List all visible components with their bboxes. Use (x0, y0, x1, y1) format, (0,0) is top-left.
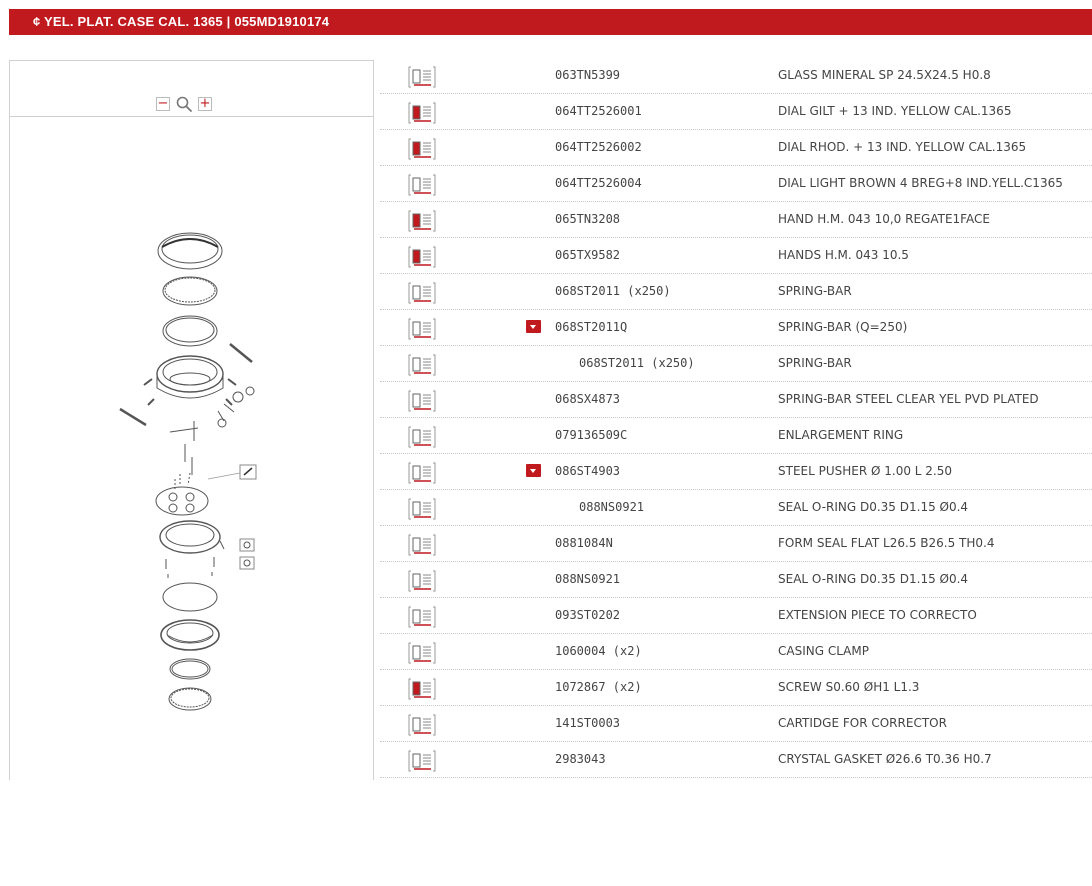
part-code: 1060004 (x2) (555, 644, 642, 658)
part-description: EXTENSION PIECE TO CORRECTO (778, 608, 977, 622)
spring-bar-part (230, 344, 252, 362)
part-description: SCREW S0.60 ØH1 L1.3 (778, 680, 920, 694)
document-icon[interactable] (408, 498, 436, 520)
table-row[interactable] (380, 346, 1092, 382)
part-description: GLASS MINERAL SP 24.5X24.5 H0.8 (778, 68, 991, 82)
part-description: SPRING-BAR STEEL CLEAR YEL PVD PLATED (778, 392, 1039, 406)
part-code: 086ST4903 (555, 464, 621, 478)
parts-list (380, 58, 1092, 778)
part-description: SPRING-BAR (778, 284, 852, 298)
part-code: 064TT2526001 (555, 104, 642, 118)
table-row[interactable] (380, 382, 1092, 418)
document-icon[interactable] (408, 534, 436, 556)
part-description: DIAL GILT + 13 IND. YELLOW CAL.1365 (778, 104, 1012, 118)
table-row[interactable] (380, 526, 1092, 562)
zoom-out-button[interactable]: − (157, 96, 169, 111)
part-code: 141ST0003 (555, 716, 621, 730)
oring-part (170, 659, 210, 679)
table-row[interactable] (380, 274, 1092, 310)
part-code: 088NS0921 (555, 572, 621, 586)
part-description: SEAL O-RING D0.35 D1.15 Ø0.4 (778, 500, 969, 514)
part-code: 068ST2011Q (555, 320, 628, 334)
part-code: 063TN5399 (555, 68, 621, 82)
table-row[interactable] (380, 634, 1092, 670)
table-row[interactable] (380, 238, 1092, 274)
table-row[interactable] (380, 706, 1092, 742)
document-highlighted-icon[interactable] (408, 102, 436, 124)
magnifier-icon[interactable] (175, 95, 193, 113)
part-description: FORM SEAL FLAT L26.5 B26.5 TH0.4 (778, 536, 995, 550)
table-row[interactable] (380, 202, 1092, 238)
document-icon[interactable] (408, 714, 436, 736)
table-row[interactable] (380, 58, 1092, 94)
document-highlighted-icon[interactable] (408, 246, 436, 268)
table-row[interactable] (380, 310, 1092, 346)
part-code: 064TT2526004 (555, 176, 642, 190)
part-description: HAND H.M. 043 10,0 REGATE1FACE (778, 212, 990, 226)
exploded-diagram[interactable] (110, 229, 280, 729)
document-icon[interactable] (408, 570, 436, 592)
part-description: SPRING-BAR (778, 356, 852, 370)
part-description: HANDS H.M. 043 10.5 (778, 248, 909, 262)
part-description: CASING CLAMP (778, 644, 869, 658)
part-description: SEAL O-RING D0.35 D1.15 Ø0.4 (778, 572, 969, 586)
part-description: CRYSTAL GASKET Ø26.6 T0.36 H0.7 (778, 752, 992, 766)
document-icon[interactable] (408, 606, 436, 628)
part-code: 093ST0202 (555, 608, 621, 622)
part-code: 1072867 (x2) (555, 680, 642, 694)
part-description: STEEL PUSHER Ø 1.00 L 2.50 (778, 464, 953, 478)
part-code: 2983043 (555, 752, 606, 766)
table-row[interactable] (380, 454, 1092, 490)
document-icon[interactable] (408, 66, 436, 88)
document-icon[interactable] (408, 354, 436, 376)
crown-part (233, 392, 243, 402)
part-code: 064TT2526002 (555, 140, 642, 154)
document-highlighted-icon[interactable] (408, 678, 436, 700)
document-highlighted-icon[interactable] (408, 138, 436, 160)
table-row[interactable] (380, 598, 1092, 634)
part-code: 088NS0921 (579, 500, 645, 514)
gasket-part (163, 583, 217, 611)
table-row[interactable] (380, 94, 1092, 130)
dial-part (156, 487, 208, 515)
part-description: DIAL LIGHT BROWN 4 BREG+8 IND.YELL.C1365 (778, 176, 1063, 190)
part-code: 065TN3208 (555, 212, 621, 226)
document-icon[interactable] (408, 642, 436, 664)
table-row[interactable] (380, 670, 1092, 706)
caseback-ring-part (160, 521, 220, 553)
document-icon[interactable] (408, 174, 436, 196)
table-row[interactable] (380, 418, 1092, 454)
table-row[interactable] (380, 130, 1092, 166)
expand-toggle-icon[interactable] (526, 464, 541, 477)
exploded-view-panel (9, 60, 374, 780)
table-row[interactable] (380, 490, 1092, 526)
table-row[interactable] (380, 562, 1092, 598)
expand-toggle-icon[interactable] (526, 320, 541, 333)
document-icon[interactable] (408, 426, 436, 448)
page-title: ¢ YEL. PLAT. CASE CAL. 1365 | 055MD1910174 (9, 9, 1092, 35)
part-description: SPRING-BAR (Q=250) (778, 320, 908, 334)
caseback-part (161, 620, 219, 650)
part-description: CARTIDGE FOR CORRECTOR (778, 716, 947, 730)
table-row[interactable] (380, 742, 1092, 778)
part-code: 079136509C (555, 428, 628, 442)
document-icon[interactable] (408, 282, 436, 304)
part-code: 068ST2011 (x250) (555, 284, 671, 298)
part-code: 0881084N (555, 536, 613, 550)
document-icon[interactable] (408, 750, 436, 772)
part-code: 068ST2011 (x250) (579, 356, 695, 370)
zoom-toolbar (10, 61, 373, 117)
document-icon[interactable] (408, 462, 436, 484)
zoom-in-button[interactable]: + (199, 96, 211, 111)
document-icon[interactable] (408, 318, 436, 340)
case-part (157, 356, 223, 392)
part-description: DIAL RHOD. + 13 IND. YELLOW CAL.1365 (778, 140, 1027, 154)
table-row[interactable] (380, 166, 1092, 202)
zoom-controls (156, 95, 212, 113)
part-description: ENLARGEMENT RING (778, 428, 904, 442)
part-code: 068SX4873 (555, 392, 621, 406)
glass-part (163, 277, 217, 305)
document-highlighted-icon[interactable] (408, 210, 436, 232)
part-code: 065TX9582 (555, 248, 621, 262)
document-icon[interactable] (408, 390, 436, 412)
